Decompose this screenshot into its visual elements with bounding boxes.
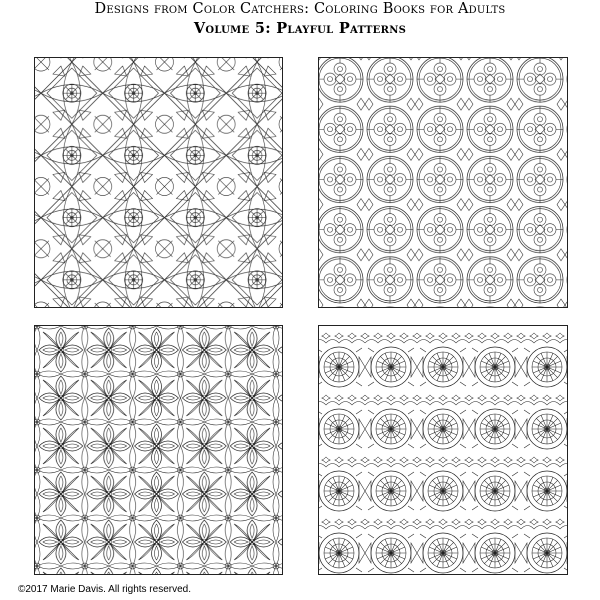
book-title: Designs from Color Catchers: Coloring Books for Adults (94, 1, 506, 17)
diamond-rosette-pattern-icon (35, 58, 282, 307)
quatrefoil-circle-pattern-icon (319, 58, 567, 307)
pattern-panel-bottom-left (34, 325, 283, 575)
petal-lattice-pattern-icon (35, 326, 282, 574)
scalloped-medallion-pattern-icon (319, 326, 567, 574)
copyright-notice: ©2017 Marie Davis. All rights reserved. (18, 584, 191, 595)
volume-subtitle: Volume 5: Playful Patterns (193, 20, 407, 37)
pattern-panel-bottom-right (318, 325, 568, 575)
pattern-panel-top-right (318, 57, 568, 308)
pattern-panel-top-left (34, 57, 283, 308)
